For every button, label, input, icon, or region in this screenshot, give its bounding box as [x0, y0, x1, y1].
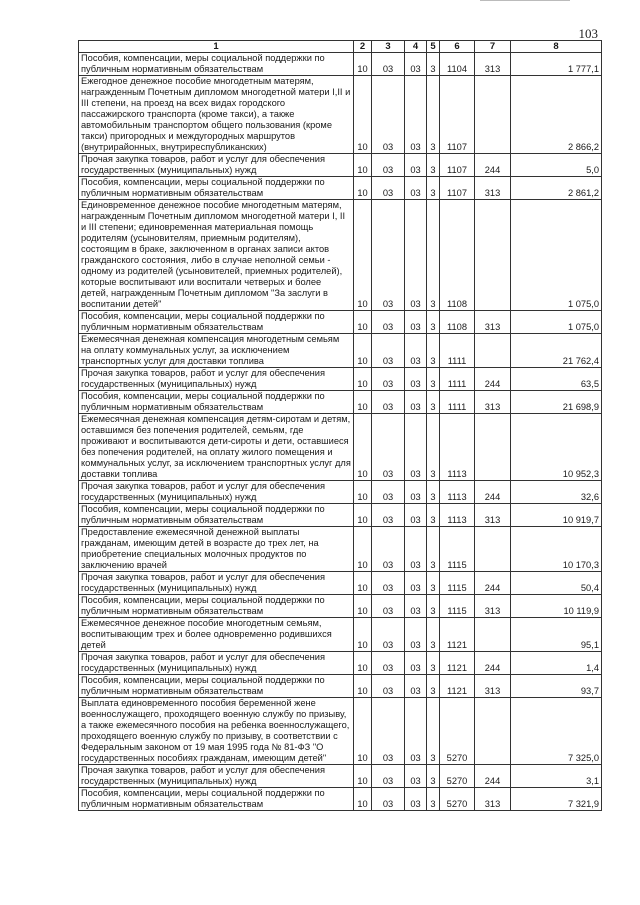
table-row — [79, 334, 602, 368]
row-col6-cell: 1121 — [440, 652, 475, 675]
row-col6-cell: 1107 — [440, 154, 475, 177]
row-name-cell: Прочая закупка товаров, работ и услуг для обеспечения государственных (муниципальных) нужд — [79, 765, 354, 788]
row-col5-cell: 3 — [427, 595, 440, 618]
row-amount-cell: 3,1 — [511, 765, 602, 788]
row-col7-cell — [475, 698, 511, 765]
table-row — [79, 53, 602, 76]
row-col2-cell: 10 — [354, 76, 372, 154]
row-amount-cell: 7 325,0 — [511, 698, 602, 765]
row-amount-cell: 7 321,9 — [511, 788, 602, 811]
row-col4-cell: 03 — [405, 481, 427, 504]
row-col3-cell: 03 — [372, 76, 405, 154]
row-col7-cell: 244 — [475, 154, 511, 177]
row-name-cell: Пособия, компенсации, меры социальной поддержки по публичным нормативным обязательствам — [79, 504, 354, 527]
row-col7-cell — [475, 414, 511, 481]
table-row — [79, 652, 602, 675]
row-col6-cell: 1113 — [440, 504, 475, 527]
row-col2-cell: 10 — [354, 675, 372, 698]
row-col2-cell: 10 — [354, 414, 372, 481]
row-col2-cell: 10 — [354, 481, 372, 504]
row-col2-cell: 10 — [354, 154, 372, 177]
row-col3-cell: 03 — [372, 177, 405, 200]
row-col5-cell: 3 — [427, 527, 440, 572]
table-row — [79, 481, 602, 504]
row-col3-cell: 03 — [372, 572, 405, 595]
row-amount-cell: 2 861,2 — [511, 177, 602, 200]
row-col7-cell — [475, 76, 511, 154]
header-col-6: 6 — [440, 41, 475, 53]
row-col7-cell — [475, 334, 511, 368]
row-col7-cell: 313 — [475, 53, 511, 76]
row-name-cell: Ежемесячное денежное пособие многодетным семьям, воспитывающим трех и более одновременно родившихся детей — [79, 618, 354, 652]
top-border-line — [480, 0, 570, 1]
row-col3-cell: 03 — [372, 527, 405, 572]
row-col6-cell: 1115 — [440, 595, 475, 618]
row-col3-cell: 03 — [372, 504, 405, 527]
row-col2-cell: 10 — [354, 391, 372, 414]
row-col5-cell: 3 — [427, 177, 440, 200]
row-col5-cell: 3 — [427, 311, 440, 334]
header-col-5: 5 — [427, 41, 440, 53]
row-col6-cell: 1113 — [440, 481, 475, 504]
table-row — [79, 504, 602, 527]
row-name-cell: Выплата единовременного пособия беременной жене военнослужащего, проходящего военную службу по призыву, а также ежемесячного пособия на ребенка военнослужащего, проходящего военную службу по призыву, в соответствии с Федеральным законом от 19 мая 1995 года № 81-ФЗ "О государственных пособиях гражданам, имеющим детей" — [79, 698, 354, 765]
row-name-cell: Единовременное денежное пособие многодетным матерям, награжденным Почетным дипломом многодетной матери I, II и III степени; единовременная материальная помощь родителям (усыновителям, приемным родителям), состоящим в браке, заключенном в органах записи актов гражданского состояния, либо в случае неполной семьи - одному из родителей (усыновителей, приемных родителей), которые воспитывают или воспитали четверых и более детей, награжденным Почетным дипломом "За заслуги в воспитании детей" — [79, 200, 354, 311]
row-col6-cell: 1111 — [440, 391, 475, 414]
row-col6-cell: 1113 — [440, 414, 475, 481]
row-col6-cell: 1108 — [440, 311, 475, 334]
row-col2-cell: 10 — [354, 504, 372, 527]
row-col6-cell: 1121 — [440, 618, 475, 652]
header-col-3: 3 — [372, 41, 405, 53]
row-col4-cell: 03 — [405, 788, 427, 811]
row-col4-cell: 03 — [405, 334, 427, 368]
table-row — [79, 414, 602, 481]
row-col5-cell: 3 — [427, 481, 440, 504]
row-col6-cell: 1115 — [440, 527, 475, 572]
table-row — [79, 572, 602, 595]
header-col-2: 2 — [354, 41, 372, 53]
row-col5-cell: 3 — [427, 652, 440, 675]
table-row — [79, 698, 602, 765]
row-name-cell: Пособия, компенсации, меры социальной поддержки по публичным нормативным обязательствам — [79, 788, 354, 811]
row-name-cell: Прочая закупка товаров, работ и услуг для обеспечения государственных (муниципальных) нужд — [79, 572, 354, 595]
table-row — [79, 154, 602, 177]
row-col7-cell: 313 — [475, 675, 511, 698]
budget-table — [78, 40, 602, 811]
row-col7-cell: 244 — [475, 572, 511, 595]
table-row — [79, 595, 602, 618]
row-col6-cell: 5270 — [440, 788, 475, 811]
row-col7-cell: 244 — [475, 481, 511, 504]
row-name-cell: Прочая закупка товаров, работ и услуг для обеспечения государственных (муниципальных) нужд — [79, 652, 354, 675]
row-col5-cell: 3 — [427, 368, 440, 391]
row-col2-cell: 10 — [354, 595, 372, 618]
row-amount-cell: 1 075,0 — [511, 311, 602, 334]
row-col2-cell: 10 — [354, 177, 372, 200]
row-col3-cell: 03 — [372, 698, 405, 765]
row-name-cell: Пособия, компенсации, меры социальной поддержки по публичным нормативным обязательствам — [79, 53, 354, 76]
header-row — [79, 41, 602, 53]
row-col6-cell: 5270 — [440, 765, 475, 788]
row-col5-cell: 3 — [427, 414, 440, 481]
table-body — [79, 53, 602, 811]
table-row — [79, 527, 602, 572]
row-col2-cell: 10 — [354, 765, 372, 788]
row-col3-cell: 03 — [372, 652, 405, 675]
row-name-cell: Прочая закупка товаров, работ и услуг для обеспечения государственных (муниципальных) нужд — [79, 481, 354, 504]
row-col7-cell: 313 — [475, 595, 511, 618]
row-col7-cell: 313 — [475, 177, 511, 200]
row-amount-cell: 93,7 — [511, 675, 602, 698]
table-row — [79, 618, 602, 652]
row-col4-cell: 03 — [405, 200, 427, 311]
table-row — [79, 76, 602, 154]
row-col6-cell: 1107 — [440, 76, 475, 154]
row-amount-cell: 10 119,9 — [511, 595, 602, 618]
row-col6-cell: 1104 — [440, 53, 475, 76]
header-col-8: 8 — [511, 41, 602, 53]
row-amount-cell: 21 698,9 — [511, 391, 602, 414]
row-amount-cell: 50,4 — [511, 572, 602, 595]
row-col5-cell: 3 — [427, 698, 440, 765]
header-col-1: 1 — [79, 41, 354, 53]
row-col2-cell: 10 — [354, 618, 372, 652]
row-col7-cell: 244 — [475, 652, 511, 675]
row-col2-cell: 10 — [354, 527, 372, 572]
row-col5-cell: 3 — [427, 334, 440, 368]
table-row — [79, 765, 602, 788]
row-col5-cell: 3 — [427, 53, 440, 76]
row-col4-cell: 03 — [405, 675, 427, 698]
row-col5-cell: 3 — [427, 765, 440, 788]
row-col2-cell: 10 — [354, 311, 372, 334]
row-col3-cell: 03 — [372, 414, 405, 481]
row-amount-cell: 32,6 — [511, 481, 602, 504]
row-col3-cell: 03 — [372, 311, 405, 334]
row-col3-cell: 03 — [372, 53, 405, 76]
row-amount-cell: 1 075,0 — [511, 200, 602, 311]
row-col5-cell: 3 — [427, 618, 440, 652]
row-col4-cell: 03 — [405, 572, 427, 595]
row-col4-cell: 03 — [405, 504, 427, 527]
row-col3-cell: 03 — [372, 391, 405, 414]
row-col4-cell: 03 — [405, 652, 427, 675]
row-col7-cell — [475, 200, 511, 311]
row-col4-cell: 03 — [405, 76, 427, 154]
row-amount-cell: 10 952,3 — [511, 414, 602, 481]
row-col6-cell: 5270 — [440, 698, 475, 765]
row-col5-cell: 3 — [427, 504, 440, 527]
row-col3-cell: 03 — [372, 788, 405, 811]
row-col2-cell: 10 — [354, 53, 372, 76]
row-col6-cell: 1115 — [440, 572, 475, 595]
row-col6-cell: 1108 — [440, 200, 475, 311]
header-col-7: 7 — [475, 41, 511, 53]
table-row — [79, 200, 602, 311]
row-amount-cell: 1 777,1 — [511, 53, 602, 76]
row-col6-cell: 1111 — [440, 334, 475, 368]
row-name-cell: Ежемесячная денежная компенсация многодетным семьям на оплату коммунальных услуг, за исключением транспортных услуг для доставки топлива — [79, 334, 354, 368]
row-col7-cell: 244 — [475, 765, 511, 788]
row-col3-cell: 03 — [372, 618, 405, 652]
row-col7-cell: 313 — [475, 311, 511, 334]
row-col3-cell: 03 — [372, 368, 405, 391]
row-col4-cell: 03 — [405, 527, 427, 572]
row-col7-cell: 313 — [475, 788, 511, 811]
row-col4-cell: 03 — [405, 391, 427, 414]
row-amount-cell: 95,1 — [511, 618, 602, 652]
row-name-cell: Ежемесячная денежная компенсация детям-сиротам и детям, оставшимся без попечения родителей, семьям, где проживают и воспитываются дети-сироты и дети, оставшиеся без попечения родителей, на оплату жилого помещения и коммунальных услуг, за исключением транспортных услуг для доставки топлива — [79, 414, 354, 481]
row-col4-cell: 03 — [405, 595, 427, 618]
row-col4-cell: 03 — [405, 154, 427, 177]
table-row — [79, 311, 602, 334]
row-name-cell: Пособия, компенсации, меры социальной поддержки по публичным нормативным обязательствам — [79, 391, 354, 414]
row-amount-cell: 10 919,7 — [511, 504, 602, 527]
row-col3-cell: 03 — [372, 481, 405, 504]
row-name-cell: Пособия, компенсации, меры социальной поддержки по публичным нормативным обязательствам — [79, 177, 354, 200]
row-col7-cell: 313 — [475, 504, 511, 527]
row-col4-cell: 03 — [405, 765, 427, 788]
row-col4-cell: 03 — [405, 698, 427, 765]
row-amount-cell: 63,5 — [511, 368, 602, 391]
row-col5-cell: 3 — [427, 788, 440, 811]
row-name-cell: Пособия, компенсации, меры социальной поддержки по публичным нормативным обязательствам — [79, 595, 354, 618]
row-name-cell: Пособия, компенсации, меры социальной поддержки по публичным нормативным обязательствам — [79, 311, 354, 334]
row-name-cell: Прочая закупка товаров, работ и услуг для обеспечения государственных (муниципальных) нужд — [79, 154, 354, 177]
header-col-4: 4 — [405, 41, 427, 53]
row-amount-cell: 2 866,2 — [511, 76, 602, 154]
row-col2-cell: 10 — [354, 788, 372, 811]
row-amount-cell: 1,4 — [511, 652, 602, 675]
row-col5-cell: 3 — [427, 675, 440, 698]
row-col2-cell: 10 — [354, 698, 372, 765]
table-row — [79, 788, 602, 811]
row-col6-cell: 1121 — [440, 675, 475, 698]
row-col2-cell: 10 — [354, 200, 372, 311]
row-col2-cell: 10 — [354, 334, 372, 368]
row-col6-cell: 1107 — [440, 177, 475, 200]
row-amount-cell: 5,0 — [511, 154, 602, 177]
row-col5-cell: 3 — [427, 76, 440, 154]
row-amount-cell: 10 170,3 — [511, 527, 602, 572]
row-col5-cell: 3 — [427, 572, 440, 595]
row-name-cell: Предоставление ежемесячной денежной выплаты гражданам, имеющим детей в возрасте до трех лет, на приобретение специальных молочных продуктов по заключению врачей — [79, 527, 354, 572]
table-row — [79, 675, 602, 698]
row-col3-cell: 03 — [372, 675, 405, 698]
row-col3-cell: 03 — [372, 765, 405, 788]
row-col4-cell: 03 — [405, 177, 427, 200]
row-col2-cell: 10 — [354, 572, 372, 595]
row-col5-cell: 3 — [427, 200, 440, 311]
row-col2-cell: 10 — [354, 368, 372, 391]
row-col6-cell: 1111 — [440, 368, 475, 391]
row-col7-cell — [475, 618, 511, 652]
row-col4-cell: 03 — [405, 53, 427, 76]
row-col7-cell: 244 — [475, 368, 511, 391]
page-number: 103 — [578, 26, 598, 41]
table-row — [79, 391, 602, 414]
row-col3-cell: 03 — [372, 334, 405, 368]
row-col7-cell — [475, 527, 511, 572]
row-col3-cell: 03 — [372, 595, 405, 618]
row-col3-cell: 03 — [372, 200, 405, 311]
row-col4-cell: 03 — [405, 618, 427, 652]
row-col5-cell: 3 — [427, 391, 440, 414]
row-col3-cell: 03 — [372, 154, 405, 177]
row-name-cell: Прочая закупка товаров, работ и услуг для обеспечения государственных (муниципальных) нужд — [79, 368, 354, 391]
row-col5-cell: 3 — [427, 154, 440, 177]
row-col7-cell: 313 — [475, 391, 511, 414]
row-col4-cell: 03 — [405, 368, 427, 391]
row-amount-cell: 21 762,4 — [511, 334, 602, 368]
row-col4-cell: 03 — [405, 414, 427, 481]
table-row — [79, 368, 602, 391]
row-name-cell: Ежегодное денежное пособие многодетным матерям, награжденным Почетным дипломом многодетной матери I,II и III степени, на проезд на всех видах городского пассажирского транспорта (кроме такси), а также автомобильным транспортом общего пользования (кроме такси) пригородных и междугородных маршрутов (внутрирайонных, внутриреспубликанских) — [79, 76, 354, 154]
row-col2-cell: 10 — [354, 652, 372, 675]
row-col4-cell: 03 — [405, 311, 427, 334]
table-row — [79, 177, 602, 200]
row-name-cell: Пособия, компенсации, меры социальной поддержки по публичным нормативным обязательствам — [79, 675, 354, 698]
